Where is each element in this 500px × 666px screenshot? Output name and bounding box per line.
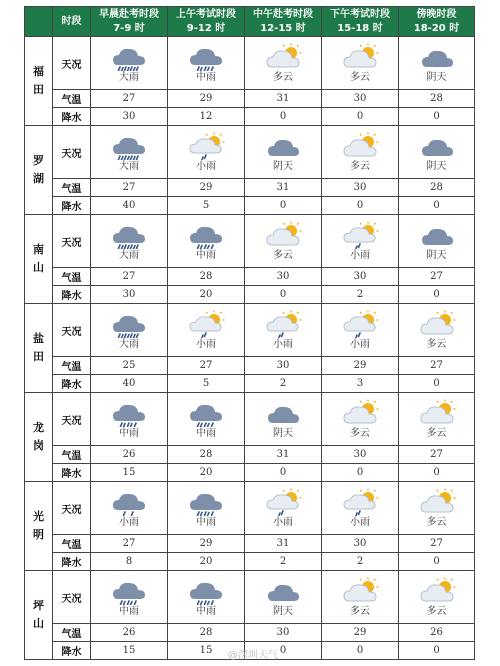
temperature-cell: 27 xyxy=(91,535,168,553)
period-header xyxy=(168,7,245,37)
precipitation-cell: 2 xyxy=(322,286,399,304)
watermark: @深圳天气 xyxy=(228,650,278,661)
light-rain-sun-icon xyxy=(245,310,321,338)
temperature-row xyxy=(25,624,475,642)
temperature-cell: 30 xyxy=(322,446,399,464)
precipitation-cell: 0 xyxy=(245,197,322,215)
row-label-condition: 天况 xyxy=(53,393,91,446)
district-char: 湖 xyxy=(33,172,44,185)
condition-cell xyxy=(168,37,245,90)
precipitation-cell: 0 xyxy=(245,286,322,304)
precipitation-cell: 0 xyxy=(399,464,475,482)
period-hours: 18-20 时 xyxy=(413,22,460,34)
temperature-cell: 28 xyxy=(399,90,475,108)
condition-cell xyxy=(399,215,475,268)
condition-cell xyxy=(91,37,168,90)
condition-cell xyxy=(399,304,475,357)
district-char: 光 xyxy=(33,510,44,523)
precipitation-cell: 2 xyxy=(245,553,322,571)
condition-cell xyxy=(245,571,322,624)
condition-cell xyxy=(399,482,475,535)
row-label-precipitation: 降水 xyxy=(53,642,91,660)
heavy-rain-icon xyxy=(91,132,167,160)
temperature-cell: 30 xyxy=(245,268,322,286)
precipitation-cell: 20 xyxy=(168,286,245,304)
precipitation-cell: 5 xyxy=(168,375,245,393)
precipitation-cell: 0 xyxy=(399,642,475,660)
row-label-condition: 天况 xyxy=(53,215,91,268)
condition-text: 多云 xyxy=(350,428,370,439)
overcast-icon xyxy=(245,132,321,160)
temperature-cell: 29 xyxy=(168,535,245,553)
temperature-cell: 27 xyxy=(91,90,168,108)
district-name xyxy=(25,126,53,215)
precipitation-row xyxy=(25,286,475,304)
temperature-cell: 31 xyxy=(245,90,322,108)
district-char: 盐 xyxy=(33,332,44,345)
precipitation-cell: 0 xyxy=(399,197,475,215)
light-rain-sun-icon xyxy=(168,310,244,338)
precipitation-cell: 15 xyxy=(91,464,168,482)
condition-text: 多云 xyxy=(350,606,370,617)
condition-row xyxy=(25,482,475,535)
temperature-row xyxy=(25,535,475,553)
precipitation-cell: 2 xyxy=(322,553,399,571)
temperature-cell: 30 xyxy=(322,268,399,286)
condition-text: 小雨 xyxy=(273,517,293,528)
period-hours: 9-12 时 xyxy=(186,22,226,34)
district-char: 岗 xyxy=(33,439,44,452)
condition-text: 大雨 xyxy=(119,161,139,172)
overcast-icon xyxy=(399,221,474,249)
condition-text: 阴天 xyxy=(426,72,447,83)
condition-cell xyxy=(245,482,322,535)
overcast-icon xyxy=(245,577,321,605)
moderate-rain-icon xyxy=(168,577,244,605)
precipitation-row xyxy=(25,108,475,126)
district-name xyxy=(25,571,53,660)
condition-row xyxy=(25,571,475,624)
district-char: 山 xyxy=(33,617,44,630)
temperature-row xyxy=(25,357,475,375)
precipitation-cell: 20 xyxy=(168,553,245,571)
period-header xyxy=(245,7,322,37)
partly-cloudy-icon xyxy=(245,221,321,249)
precipitation-cell: 0 xyxy=(245,108,322,126)
district-name xyxy=(25,304,53,393)
precipitation-cell: 0 xyxy=(322,108,399,126)
precipitation-cell: 12 xyxy=(168,108,245,126)
overcast-icon xyxy=(245,399,321,427)
condition-text: 多云 xyxy=(350,72,370,83)
precipitation-cell: 0 xyxy=(399,553,475,571)
condition-row xyxy=(25,126,475,179)
condition-text: 中雨 xyxy=(196,606,216,617)
precipitation-cell: 0 xyxy=(399,286,475,304)
temperature-cell: 27 xyxy=(91,179,168,197)
row-label-temperature: 气温 xyxy=(53,357,91,375)
condition-cell xyxy=(245,37,322,90)
district-char: 福 xyxy=(33,65,44,78)
condition-text: 中雨 xyxy=(196,250,216,261)
condition-text: 小雨 xyxy=(350,250,370,261)
condition-cell xyxy=(399,571,475,624)
period-name: 中午赴考时段 xyxy=(253,8,313,20)
period-name: 傍晚时段 xyxy=(416,8,457,20)
condition-cell xyxy=(91,393,168,446)
partly-cloudy-icon xyxy=(322,132,398,160)
condition-text: 小雨 xyxy=(350,339,370,350)
condition-text: 多云 xyxy=(426,606,447,617)
partly-cloudy-icon xyxy=(322,577,398,605)
precipitation-cell: 0 xyxy=(322,642,399,660)
temperature-row xyxy=(25,446,475,464)
district-char: 明 xyxy=(33,528,44,541)
row-label-condition: 天况 xyxy=(53,304,91,357)
precipitation-cell: 30 xyxy=(91,286,168,304)
district-char: 田 xyxy=(33,83,44,96)
condition-cell xyxy=(322,393,399,446)
temperature-cell: 26 xyxy=(91,624,168,642)
row-label-temperature: 气温 xyxy=(53,535,91,553)
condition-text: 中雨 xyxy=(119,428,139,439)
district-char: 罗 xyxy=(33,154,44,167)
precipitation-cell: 8 xyxy=(91,553,168,571)
condition-text: 中雨 xyxy=(196,428,216,439)
condition-text: 小雨 xyxy=(119,517,139,528)
temperature-cell: 27 xyxy=(399,357,475,375)
district-name xyxy=(25,482,53,571)
condition-cell xyxy=(322,482,399,535)
condition-cell xyxy=(322,571,399,624)
light-rain-icon xyxy=(91,488,167,516)
row-label-precipitation: 降水 xyxy=(53,197,91,215)
precipitation-row xyxy=(25,375,475,393)
temperature-cell: 26 xyxy=(91,446,168,464)
temperature-cell: 31 xyxy=(245,535,322,553)
condition-text: 阴天 xyxy=(426,161,447,172)
condition-cell xyxy=(168,482,245,535)
precipitation-cell: 5 xyxy=(168,197,245,215)
condition-text: 大雨 xyxy=(119,339,139,350)
light-rain-sun-icon xyxy=(322,310,398,338)
condition-cell xyxy=(91,482,168,535)
condition-text: 多云 xyxy=(426,517,447,528)
precipitation-cell: 0 xyxy=(322,197,399,215)
precipitation-cell: 2 xyxy=(245,375,322,393)
temperature-cell: 27 xyxy=(399,535,475,553)
period-header xyxy=(399,7,475,37)
condition-cell xyxy=(245,393,322,446)
district-name xyxy=(25,215,53,304)
row-label-temperature: 气温 xyxy=(53,268,91,286)
row-label-condition: 天况 xyxy=(53,482,91,535)
precipitation-cell: 0 xyxy=(399,108,475,126)
district-char: 坪 xyxy=(33,599,44,612)
light-rain-sun-icon xyxy=(245,488,321,516)
row-label-temperature: 气温 xyxy=(53,179,91,197)
temperature-cell: 27 xyxy=(168,357,245,375)
temperature-row xyxy=(25,90,475,108)
row-label-condition: 天况 xyxy=(53,37,91,90)
row-label-temperature: 气温 xyxy=(53,446,91,464)
forecast-body xyxy=(25,37,475,660)
temperature-cell: 28 xyxy=(168,624,245,642)
row-label-precipitation: 降水 xyxy=(53,464,91,482)
condition-cell xyxy=(168,304,245,357)
partly-cloudy-icon xyxy=(399,399,474,427)
condition-text: 阴天 xyxy=(273,161,293,172)
overcast-icon xyxy=(399,43,474,71)
partly-cloudy-icon xyxy=(322,399,398,427)
period-name: 早晨赴考时段 xyxy=(99,8,159,20)
temperature-cell: 30 xyxy=(322,90,399,108)
row-label-temperature: 气温 xyxy=(53,624,91,642)
condition-cell xyxy=(91,304,168,357)
precipitation-cell: 0 xyxy=(322,464,399,482)
precipitation-row xyxy=(25,464,475,482)
row-label-condition: 天况 xyxy=(53,126,91,179)
temperature-cell: 29 xyxy=(168,90,245,108)
condition-text: 中雨 xyxy=(196,72,216,83)
row-label-temperature: 气温 xyxy=(53,90,91,108)
condition-cell xyxy=(168,215,245,268)
condition-cell xyxy=(245,126,322,179)
condition-cell xyxy=(322,37,399,90)
moderate-rain-icon xyxy=(168,488,244,516)
temperature-row xyxy=(25,179,475,197)
temperature-cell: 30 xyxy=(245,357,322,375)
row-label-precipitation: 降水 xyxy=(53,553,91,571)
condition-text: 多云 xyxy=(426,339,447,350)
period-header xyxy=(322,7,399,37)
row-label-condition: 天况 xyxy=(53,571,91,624)
condition-cell xyxy=(399,126,475,179)
temperature-cell: 28 xyxy=(168,268,245,286)
condition-text: 大雨 xyxy=(119,72,139,83)
header-row xyxy=(25,7,475,37)
period-name: 上午考试时段 xyxy=(176,8,236,20)
condition-row xyxy=(25,37,475,90)
precipitation-cell: 15 xyxy=(91,642,168,660)
row-label-precipitation: 降水 xyxy=(53,286,91,304)
condition-text: 小雨 xyxy=(273,339,293,350)
district-name xyxy=(25,37,53,126)
district-char: 南 xyxy=(33,243,44,256)
moderate-rain-icon xyxy=(91,399,167,427)
temperature-cell: 30 xyxy=(322,535,399,553)
temperature-cell: 30 xyxy=(322,179,399,197)
overcast-icon xyxy=(399,132,474,160)
forecast-table xyxy=(24,6,475,660)
condition-text: 阴天 xyxy=(273,428,293,439)
partly-cloudy-icon xyxy=(245,43,321,71)
condition-cell xyxy=(322,215,399,268)
condition-cell xyxy=(91,126,168,179)
precipitation-cell: 0 xyxy=(245,464,322,482)
temperature-cell: 25 xyxy=(91,357,168,375)
condition-text: 阴天 xyxy=(426,250,447,261)
condition-text: 小雨 xyxy=(196,161,216,172)
moderate-rain-icon xyxy=(91,577,167,605)
condition-cell xyxy=(322,126,399,179)
condition-text: 大雨 xyxy=(119,250,139,261)
period-header xyxy=(91,7,168,37)
precipitation-cell: 3 xyxy=(322,375,399,393)
temperature-cell: 27 xyxy=(399,446,475,464)
district-char: 田 xyxy=(33,350,44,363)
partly-cloudy-icon xyxy=(322,43,398,71)
temperature-cell: 29 xyxy=(322,624,399,642)
partly-cloudy-icon xyxy=(399,488,474,516)
condition-text: 多云 xyxy=(273,250,293,261)
heavy-rain-icon xyxy=(91,43,167,71)
precipitation-row xyxy=(25,553,475,571)
period-hours: 12-15 时 xyxy=(260,22,306,34)
temperature-row xyxy=(25,268,475,286)
condition-cell xyxy=(245,215,322,268)
temperature-cell: 26 xyxy=(399,624,475,642)
temperature-cell: 27 xyxy=(91,268,168,286)
condition-cell xyxy=(399,393,475,446)
partly-cloudy-icon xyxy=(399,577,474,605)
temperature-cell: 31 xyxy=(245,446,322,464)
condition-text: 多云 xyxy=(350,161,370,172)
condition-cell xyxy=(91,571,168,624)
light-rain-sun-icon xyxy=(322,488,398,516)
precipitation-cell: 30 xyxy=(91,108,168,126)
heavy-rain-icon xyxy=(91,310,167,338)
header-corner: 时段 xyxy=(53,7,91,37)
condition-cell xyxy=(245,304,322,357)
precipitation-cell: 20 xyxy=(168,464,245,482)
row-label-precipitation: 降水 xyxy=(53,375,91,393)
temperature-cell: 29 xyxy=(322,357,399,375)
moderate-rain-icon xyxy=(168,399,244,427)
precipitation-row xyxy=(25,197,475,215)
condition-text: 阴天 xyxy=(273,606,293,617)
temperature-cell: 29 xyxy=(168,179,245,197)
temperature-cell: 28 xyxy=(399,179,475,197)
period-hours: 15-18 时 xyxy=(337,22,383,34)
condition-cell xyxy=(168,571,245,624)
header-blank xyxy=(25,7,53,37)
partly-cloudy-icon xyxy=(399,310,474,338)
condition-row xyxy=(25,304,475,357)
condition-text: 小雨 xyxy=(350,517,370,528)
precipitation-cell: 40 xyxy=(91,375,168,393)
district-char: 龙 xyxy=(33,421,44,434)
moderate-rain-icon xyxy=(168,221,244,249)
condition-text: 多云 xyxy=(426,428,447,439)
temperature-cell: 28 xyxy=(168,446,245,464)
light-rain-sun-icon xyxy=(168,132,244,160)
condition-row xyxy=(25,215,475,268)
condition-cell xyxy=(322,304,399,357)
temperature-cell: 30 xyxy=(245,624,322,642)
period-name: 下午考试时段 xyxy=(330,8,390,20)
temperature-cell: 27 xyxy=(399,268,475,286)
heavy-rain-icon xyxy=(91,221,167,249)
condition-cell xyxy=(91,215,168,268)
light-rain-sun-icon xyxy=(322,221,398,249)
district-char: 山 xyxy=(33,261,44,274)
condition-text: 中雨 xyxy=(196,517,216,528)
precipitation-cell: 15 xyxy=(168,642,245,660)
row-label-precipitation: 降水 xyxy=(53,108,91,126)
precipitation-cell: 40 xyxy=(91,197,168,215)
district-name xyxy=(25,393,53,482)
condition-row xyxy=(25,393,475,446)
period-hours: 7-9 时 xyxy=(113,22,145,34)
condition-cell xyxy=(168,126,245,179)
moderate-rain-icon xyxy=(168,43,244,71)
precipitation-cell: 0 xyxy=(245,642,322,660)
condition-cell xyxy=(168,393,245,446)
condition-cell xyxy=(399,37,475,90)
condition-text: 小雨 xyxy=(196,339,216,350)
temperature-cell: 31 xyxy=(245,179,322,197)
precipitation-cell: 0 xyxy=(399,375,475,393)
condition-text: 中雨 xyxy=(119,606,139,617)
condition-text: 多云 xyxy=(273,72,293,83)
